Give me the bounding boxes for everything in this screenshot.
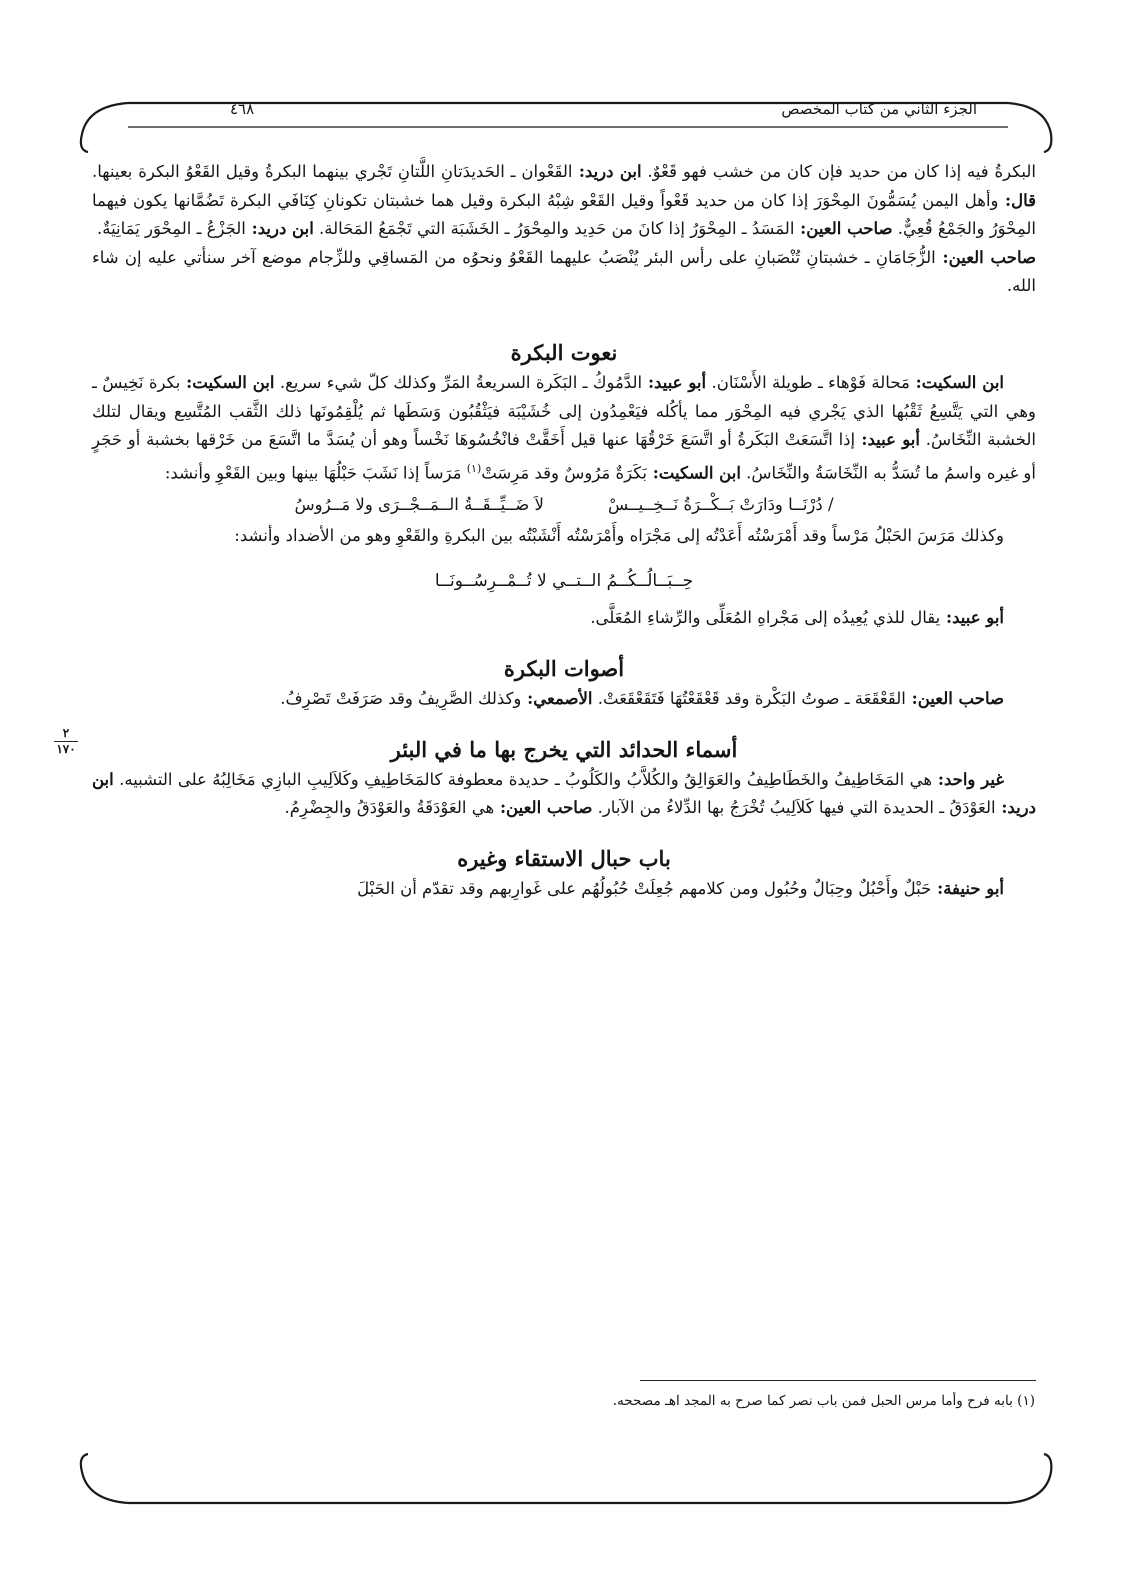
- speaker-name: أبو حنيفة:: [931, 878, 1004, 898]
- margin-ref-bottom: ١٧٠: [56, 742, 76, 756]
- running-header: [120, 100, 1007, 124]
- margin-page-reference: [50, 727, 82, 756]
- intro-paragraph-2: صاحب العين: الزُّجَامَانِ ـ خشبتانِ تُنْصَبانِ على رأس البئر يُنْصَبُ عليهما القَعْوُ ونحوُه من المَساقِي وللزِّجام موضع آخر سنأتي عليه إن شاء الله.: [92, 247, 1036, 296]
- footnote-marker: (١): [466, 461, 482, 475]
- book-title: الجزء الثاني من كتاب المخصص: [781, 100, 977, 118]
- speaker-name: أبو عبيد:: [940, 608, 1004, 628]
- speaker-name: ابن دريد:: [572, 162, 642, 181]
- speaker-name: صاحب العين:: [494, 798, 593, 818]
- top-right-corner-curl: [1008, 103, 1051, 152]
- page-number: ٤٦٨: [230, 100, 255, 118]
- nuut-paragraph-3: أبو عبيد: يقال للذي يُعِيدُه إلى مَجْراهِ المُعَلِّى والرِّشاءِ المُعَلَّى.: [590, 608, 1004, 628]
- speaker-name: ابن السكيت:: [909, 372, 1005, 392]
- speaker-name: ابن دريد:: [245, 219, 314, 239]
- intro-paragraph-1: البكرةُ فيه إذا كان من حديد فإن كان من خشب فهو قَعْوٌ. ابن دريد: القَعْوان ـ الحَديدَتانِ اللَّتانِ تَجْري بينهما البكرةُ وقيل القَعْوُ البكرة بعينها. قال: وأهل اليمن يُسَمُّونَ المِحْوَرَ إذا كان من حديد قَعْواً وقيل القَعْو شِبْهُ البكرة وقيل هما خشبتان تكونانِ كِنَافَي البكرة تَضُمَّانها يكون فيهما المِحْوَرُ والجَمْعُ قُعِيٌّ. صاحب العين: المَسَدُ ـ المِحْوَرُ إذا كانَ من حَدِيد والمِحْوَرُ ـ الخَشَبَة التي تَجْمَعُ المَحَالة. ابن دريد: الجَزْعُ ـ المِحْوَر يَمَانِيَةٌ.: [92, 162, 1036, 239]
- verse-1-first-hemistich: / دُرْنَــا ودَارَتْ بَــكْــرَةُ نَــخِــيــسْ: [607, 494, 834, 514]
- bottom-left-corner-curl: [81, 1454, 128, 1503]
- heading-hibal: باب حبال الاستقاء وغيره: [457, 845, 671, 871]
- aswat-paragraph-1: صاحب العين: القَعْقَعَة ـ صوتُ البَكْرة وقد قَعْقَعْتُهَا فَتَقَعْقَعَتْ. الأصمعي: وكذلك الصَّرِيفُ وقد صَرَفَتْ تَصْرِفُ.: [280, 689, 1004, 709]
- footnote-separator: [640, 1380, 1036, 1381]
- verse-1: [92, 490, 1036, 520]
- verse-2: حِــبَــالُــكُــمُ الــتــي لا تُــمْــرِسُــونَــا: [434, 571, 694, 592]
- speaker-name: ابن دريد:: [92, 769, 1036, 818]
- bottom-right-corner-curl: [1008, 1454, 1051, 1503]
- speaker-name: الأصمعي:: [521, 689, 593, 709]
- hadaid-paragraph-1: غير واحد: هي المَخَاطِيفُ والخَطَاطِيفُ والعَوَالِقُ والكُلاَّبُ والكَلُوبُ ـ حديدة معطوفة كالمَخَاطِيفِ وكَلاَلِيبِ البازِي مَخَالِبُهُ على التشبيه. ابن دريد: العَوْدَقُ ـ الحديدة التي فيها كَلاَلِيبُ تُخْرَجُ بها الدِّلاءُ من الآبار. صاحب العين: هي العَوْدَقَةُ والعَوْدَقُ والجِضْرِمُ.: [92, 769, 1036, 818]
- nuut-paragraph-2: وكذلك مَرَسَ الحَبْلُ مَرْساً وقد أَمْرَسْتُه أَعَدْتُه إلى مَجْرَاه وأَمْرَسْتُه أَنْشَبْتُه بين البكرةِ والقَعْوِ وهو من الأضداد وأنشد:: [234, 525, 1004, 545]
- speaker-name: صاحب العين:: [935, 247, 1036, 267]
- heading-hadaid: أسماء الحدائد التي يخرج بها ما في البئر: [390, 736, 738, 762]
- hibal-paragraph-1: أبو حنيفة: حَبْلٌ وأَحْبُلٌ وحِبَالٌ وحُبُول ومن كلامهم جُعِلَتْ حُبُولُهُم على غَوارِبهم وقد تقدّم أن الحَبْلَ: [357, 878, 1004, 898]
- heading-aswat: أصوات البكرة: [503, 656, 625, 682]
- heading-nuut: نعوت البكرة: [510, 339, 618, 365]
- speaker-name: صاحب العين:: [905, 689, 1004, 709]
- speaker-name: قال:: [998, 190, 1036, 210]
- margin-ref-top: ٢: [62, 726, 70, 740]
- speaker-name: ابن السكيت:: [646, 463, 741, 483]
- footnote-1: (١) بابه فرح وأما مرس الحبل فمن باب نصر كما صرح به المجد اهـ مصححه.: [612, 1393, 1035, 1409]
- speaker-name: غير واحد:: [932, 769, 1004, 789]
- nuut-paragraph-1: ابن السكيت: مَحالة فَوْهاء ـ طويلة الأَسْنَان. أبو عبيد: الدَّمُوكُ ـ البَكَرة السريعةُ المَرِّ وكذلك كلّ شيء سريع. ابن السكيت: بكرة نَخِيسٌ ـ وهي التي يَتَّسِعُ ثَقْبُها الذي يَجْري فيه المِحْوَر مما يأكُله فيَعْمِدُون إلى خُشَيْبَة فيَثْقُبُون وَسَطَها ثم يُلْقِمُونَها ذلك الثَّقب المُتَّسِع ويقال لتلك الخشبة النِّخَاسُ. أبو عبيد: إذا اتَّسَعَتْ البَكَرةُ أو اتَّسَعَ خَرْقُهَا عنها قيل أَخَقَّتْ فانْخُسُوهَا نَخْساً وهو أن يُسَدَّ ما اتَّسَعَ من خَرْقها بخشبة أو حَجَرٍ أو غيره واسمُ ما تُسَدُّ به النِّخَاسَةُ والنِّخَاسُ. ابن السكيت: بَكَرَةٌ مَرُوسٌ وقد مَرِسَتْ$^{(١)}$ مَرَساً إذا نَشَبَ حَبْلُهَا بينها وبين القَعْوِ وأنشد:: [92, 372, 1036, 483]
- speaker-name: أبو عبيد:: [642, 372, 707, 392]
- main-text: [92, 158, 1036, 903]
- speaker-name: أبو عبيد:: [855, 430, 920, 450]
- speaker-name: صاحب العين:: [794, 219, 893, 239]
- verse-1-second-hemistich: لاَ ضَــيِّــقَــةُ الــمَــجْــرَى ولا مَــرُوسُ: [294, 494, 544, 514]
- speaker-name: ابن السكيت:: [180, 372, 275, 392]
